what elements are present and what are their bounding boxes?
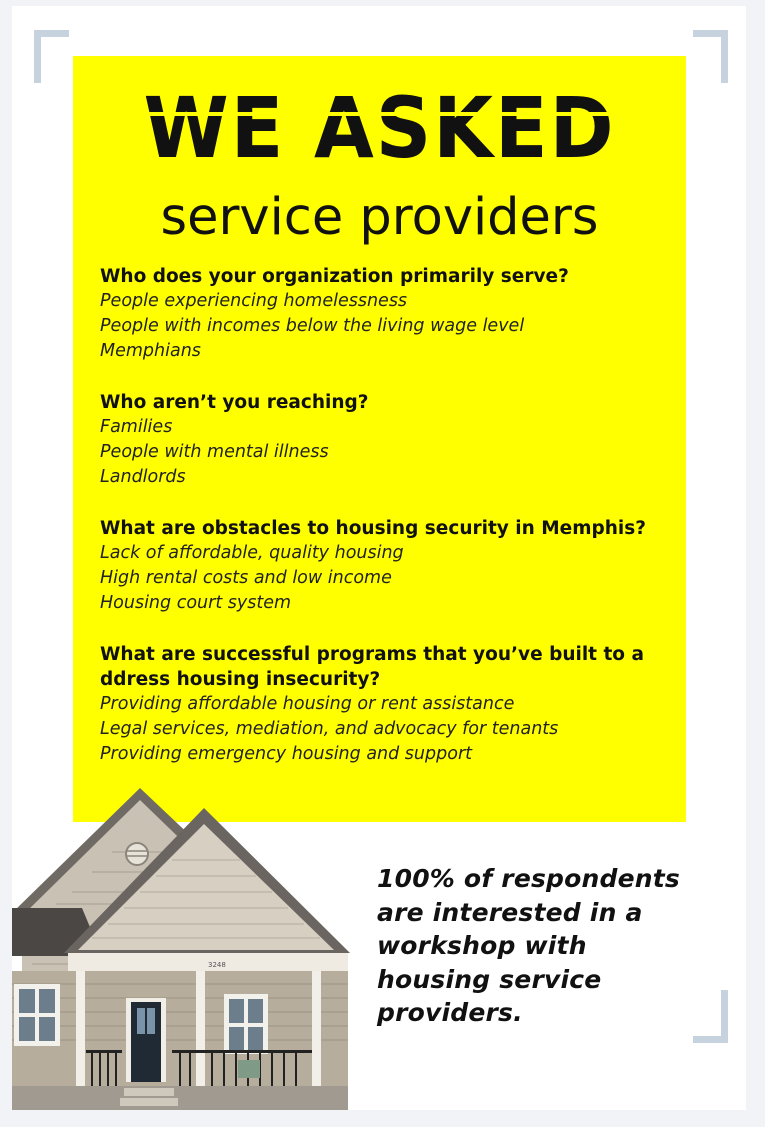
corner-mark-top-left [34, 30, 69, 83]
question: What are obstacles to housing security in Memphis? [100, 518, 646, 539]
answer: People experiencing homelessness [100, 291, 408, 311]
answer: Landlords [100, 467, 186, 488]
answer: Families [100, 417, 173, 437]
answer: People with incomes below the living wage level [100, 316, 525, 337]
question: Who aren’t you reaching? [100, 392, 369, 413]
headline-text: WE ASKED [143, 79, 616, 177]
answer: Providing affordable housing or rent assistance [100, 694, 515, 714]
porch-column [196, 971, 205, 1099]
headline [73, 78, 686, 178]
corner-mark-top-right [693, 30, 728, 83]
answer: People with mental illness [100, 442, 329, 463]
porch-chair [238, 1060, 260, 1078]
answer: Housing court system [100, 593, 292, 614]
answer: Legal services, mediation, and advocacy for tenants [100, 719, 559, 740]
stat-callout: 100% of respondents are interested in a workshop with housing service providers. [377, 864, 681, 1027]
answer: Memphians [100, 341, 201, 362]
answer: Lack of affordable, quality housing [100, 543, 404, 563]
front-door [131, 1002, 161, 1082]
qa-section [100, 264, 670, 365]
qa-section [100, 642, 670, 768]
qa-section [100, 516, 670, 617]
foundation [12, 1086, 348, 1110]
corner-mark-bottom-right [693, 990, 728, 1043]
porch-column [312, 971, 321, 1099]
question: Who does your organization primarily serve? [100, 266, 569, 287]
qa-section [100, 390, 670, 491]
house-number: 3248 [208, 961, 226, 969]
subheadline: service providers [160, 188, 599, 247]
gable-vent-icon [126, 843, 148, 865]
house-photo [12, 788, 352, 1110]
question: What are successful programs that you’ve built to a ddress housing insecurity? [100, 644, 644, 690]
survey-panel [73, 56, 686, 822]
answer: Providing emergency housing and support [100, 744, 472, 765]
answer: High rental costs and low income [100, 568, 392, 589]
porch-column [76, 971, 85, 1099]
